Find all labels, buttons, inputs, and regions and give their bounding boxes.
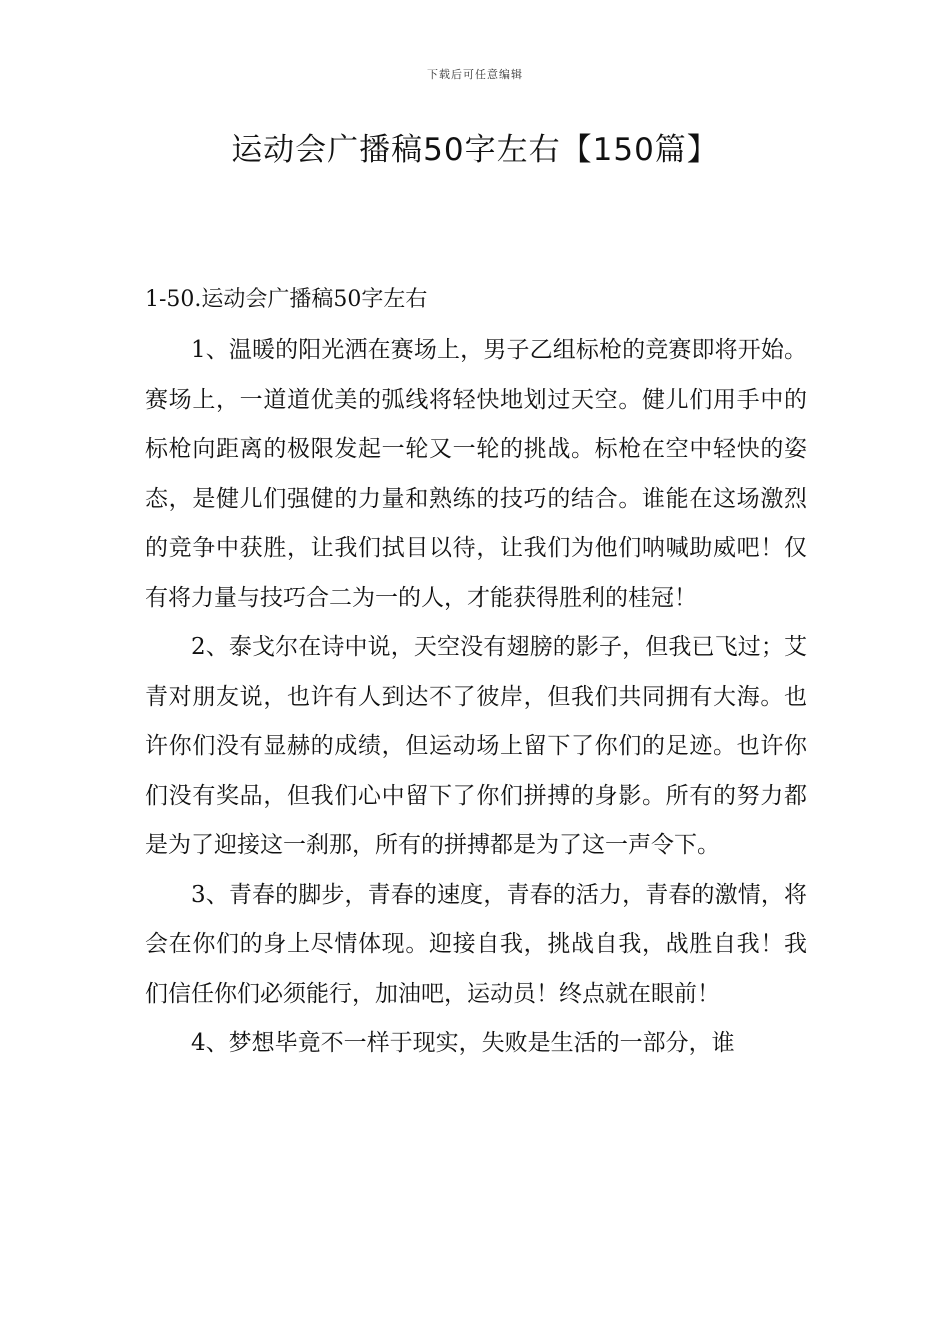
body-text <box>145 326 807 1069</box>
document-title: 运动会广播稿50字左右【150篇】 <box>231 132 719 168</box>
paragraph-2: 2、泰戈尔在诗中说，天空没有翅膀的影子，但我已飞过；艾青对朋友说，也许有人到达不了彼岸，但我们共同拥有大海。也许你们没有显赫的成绩，但运动场上留下了你们的足迹。也许你们没有奖品，但我们心中留下了你们拼搏的身影。所有的努力都是为了迎接这一刹那，所有的拼搏都是为了这一声令下。 <box>145 634 807 858</box>
section-heading: 1-50.运动会广播稿50字左右 <box>145 287 428 312</box>
paragraph-3: 3、青春的脚步，青春的速度，青春的活力，青春的激情，将会在你们的身上尽情体现。迎接自我，挑战自我，战胜自我！我们信任你们必须能行，加油吧，运动员！终点就在眼前！ <box>145 881 807 1007</box>
header-note: 下载后可任意编辑 <box>427 68 523 81</box>
paragraph-1: 1、温暖的阳光洒在赛场上，男子乙组标枪的竞赛即将开始。赛场上，一道道优美的弧线将轻快地划过天空。健儿们用手中的标枪向距离的极限发起一轮又一轮的挑战。标枪在空中轻快的姿态，是健儿们强健的力量和熟练的技巧的结合。谁能在这场激烈的竞争中获胜，让我们拭目以待，让我们为他们呐喊助威吧！仅有将力量与技巧合二为一的人，才能获得胜利的桂冠！ <box>145 337 807 611</box>
paragraph-4: 4、梦想毕竟不一样于现实，失败是生活的一部分，谁 <box>191 1030 735 1056</box>
